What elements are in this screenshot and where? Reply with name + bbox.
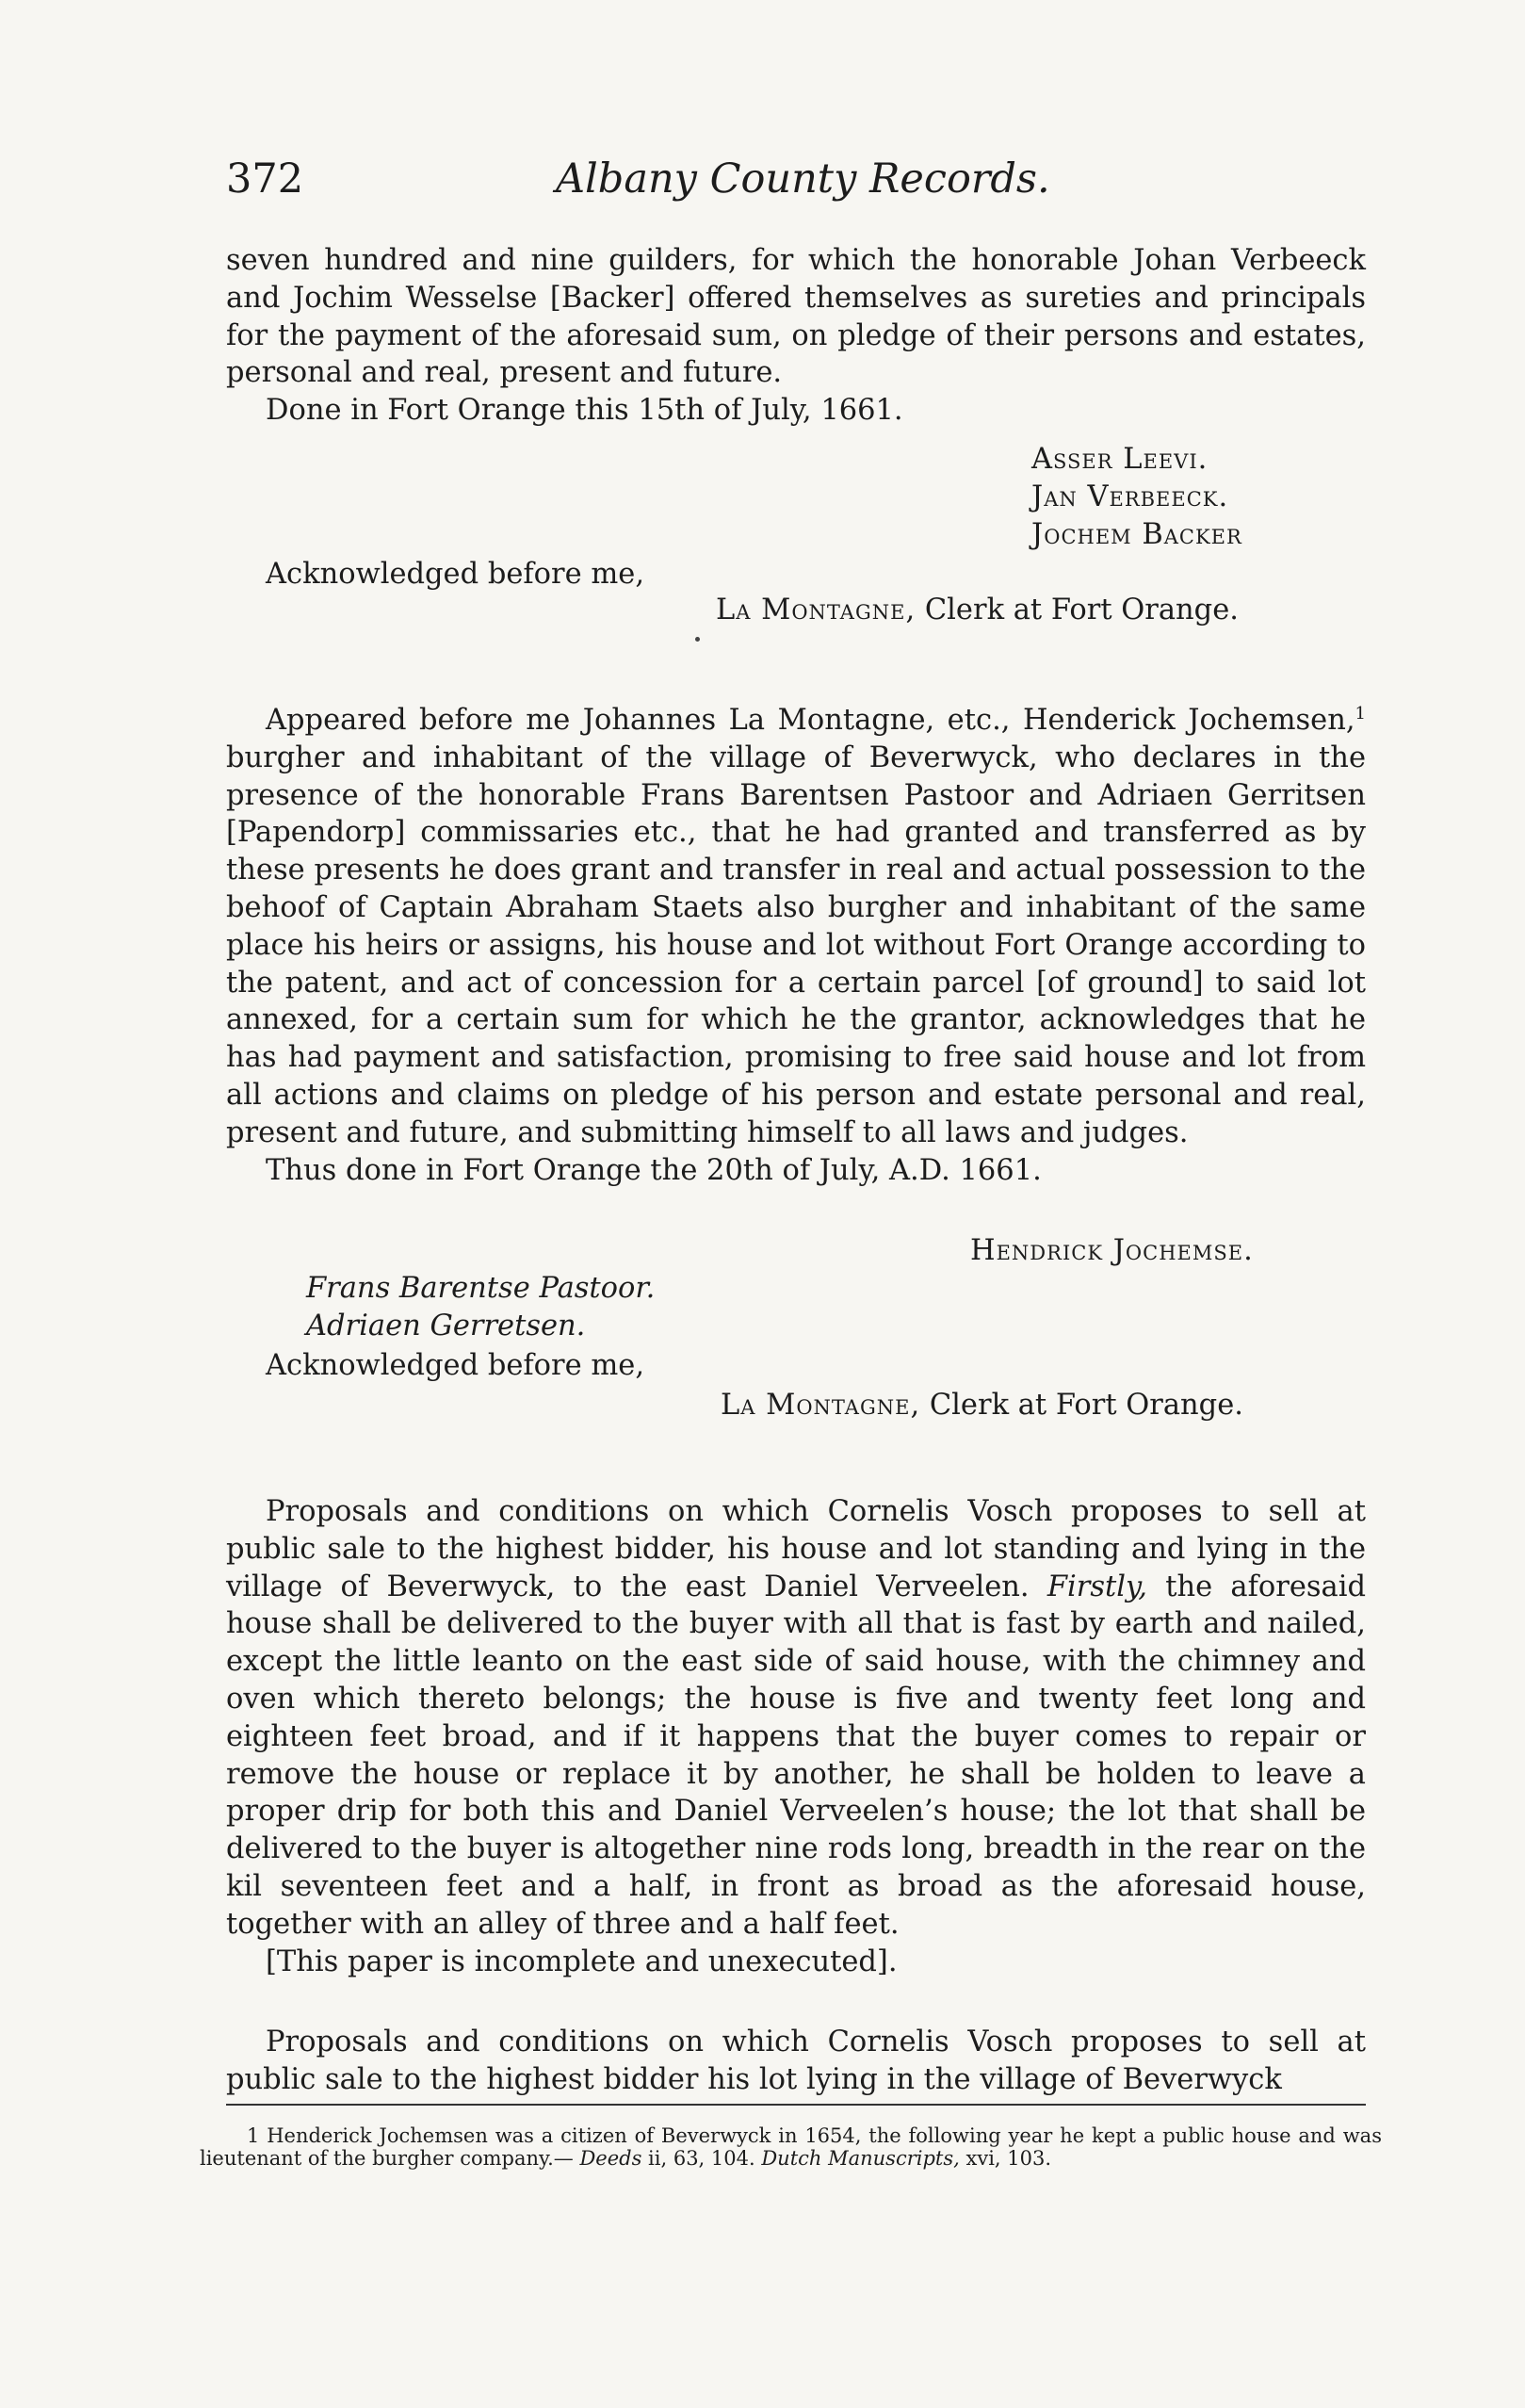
footnote-dutch-mss: Dutch Manuscripts, [761, 2147, 960, 2170]
grantor-signature: Hendrick Jochemse. [970, 1234, 1254, 1267]
page-header [226, 155, 1338, 212]
clerk-name-1: La Montagne, [716, 594, 917, 626]
footnote-deeds: Deeds [579, 2147, 642, 2170]
footnote [200, 2124, 1382, 2170]
witness-2: Adriaen Gerretsen. [306, 1310, 586, 1342]
clerk-name-2: La Montagne, [721, 1389, 921, 1422]
signatory-2: Jan Verbeeck. [1031, 480, 1229, 513]
footnote-deeds-ref: ii, 63, 104. [641, 2147, 762, 2170]
paragraph-3-text [226, 1493, 1366, 1944]
incomplete-note: [This paper is incomplete and unexecuted]. [266, 1944, 898, 1978]
running-title: Albany County Records. [556, 155, 1050, 203]
paragraph-1-text: seven hundred and nine guilders, for which the honorable Johan Verbeeck and Jochim Wesselse [Backer] offered themselves as sureties and principals for the payment of the aforesaid sum, on pledge of their persons and estates, personal and real, present and future. [226, 244, 1366, 390]
paragraph-4 [226, 2024, 1366, 2099]
signatory-3: Jochem Backer [1031, 518, 1242, 551]
acknowledged-1: Acknowledged before me, [266, 558, 645, 591]
clerk-signature-2 [721, 1387, 1243, 1424]
clerk-title-2: Clerk at Fort Orange. [929, 1389, 1243, 1422]
signatory-1: Asser Leevi. [1031, 443, 1209, 476]
stray-dot [695, 637, 700, 642]
acknowledged-2: Acknowledged before me, [266, 1349, 645, 1382]
done-line-1: Done in Fort Orange this 15th of July, 1661. [266, 394, 903, 428]
clerk-signature-1 [716, 592, 1239, 629]
footnote-dutch-ref: xvi, 103. [959, 2147, 1052, 2170]
footnote-text-start: Henderick Jochemsen was a citizen of Beverwyck in 1654, the following year he kept a public house and was lieutenant of the burgher company.— [200, 2124, 1382, 2170]
paragraph-4-text: Proposals and conditions on which Cornelis Vosch proposes to sell at public sale to the highest bidder his lot lying in the village of Beverwyck [226, 2026, 1366, 2096]
paragraph-3 [226, 1493, 1366, 1980]
footnote-rule [226, 2104, 1366, 2106]
paragraph-2 [226, 702, 1366, 1189]
witness-1: Frans Barentse Pastoor. [306, 1272, 656, 1305]
paragraph-2-rest: burgher and inhabitant of the village of Beverwyck, who declares in the presence of the honorable Frans Barentsen Pastoor and Adriaen Gerritsen [Papendorp] commissaries etc., that he had granted and transferred as by these presents he does grant and transfer in real and actual possession to the behoof of Captain Abraham Staets also burgher and inhabitant of the same place his heirs or assigns, his house and lot without Fort Orange according to the patent, and act of concession for a certain parcel [of ground] to said lot annexed, for a certain sum for which he the grantor, acknowledges that he has had payment and satisfaction, promising to free said house and lot from all actions and claims on pledge of his person and estate personal and real, present and future, and submitting himself to all laws and judges. [226, 740, 1366, 1149]
firstly-word: Firstly, [1046, 1570, 1147, 1603]
footnote-ref: 1 [1355, 703, 1366, 724]
page-number: 372 [226, 155, 304, 203]
paragraph-3-rest: the aforesaid house shall be delivered to the buyer with all that is fast by earth and nailed, except the little leanto on the east side of said house, with the chimney and oven which thereto belongs; the house is five and twenty feet long and eighteen feet broad, and if it happens that the buyer comes to repair or remove the house or replace it by another, he shall be holden to leave a proper drip for both this and Daniel Verveelen’s house; the lot that shall be delivered to the buyer is altogether nine rods long, breadth in the rear on the kil seventeen feet and a half, in front as broad as the aforesaid house, together with an alley of three and a half feet. [226, 1570, 1367, 1941]
done-line-2: Thus done in Fort Orange the 20th of July, A.D. 1661. [266, 1153, 1042, 1187]
paragraph-2-text [226, 702, 1366, 1152]
footnote-marker: 1 [247, 2124, 260, 2147]
paragraph-1 [226, 242, 1366, 430]
clerk-title-1: Clerk at Fort Orange. [924, 594, 1239, 626]
paragraph-3-start: Proposals and conditions on which Cornelis Vosch proposes to sell at public sale to the highest bidder, his house and lot standing and lying in the village of Beverwyck, to the east Daniel Verveelen. [226, 1495, 1366, 1603]
paragraph-2-start: Appeared before me Johannes La Montagne, etc., Henderick Jochemsen, [266, 704, 1355, 737]
